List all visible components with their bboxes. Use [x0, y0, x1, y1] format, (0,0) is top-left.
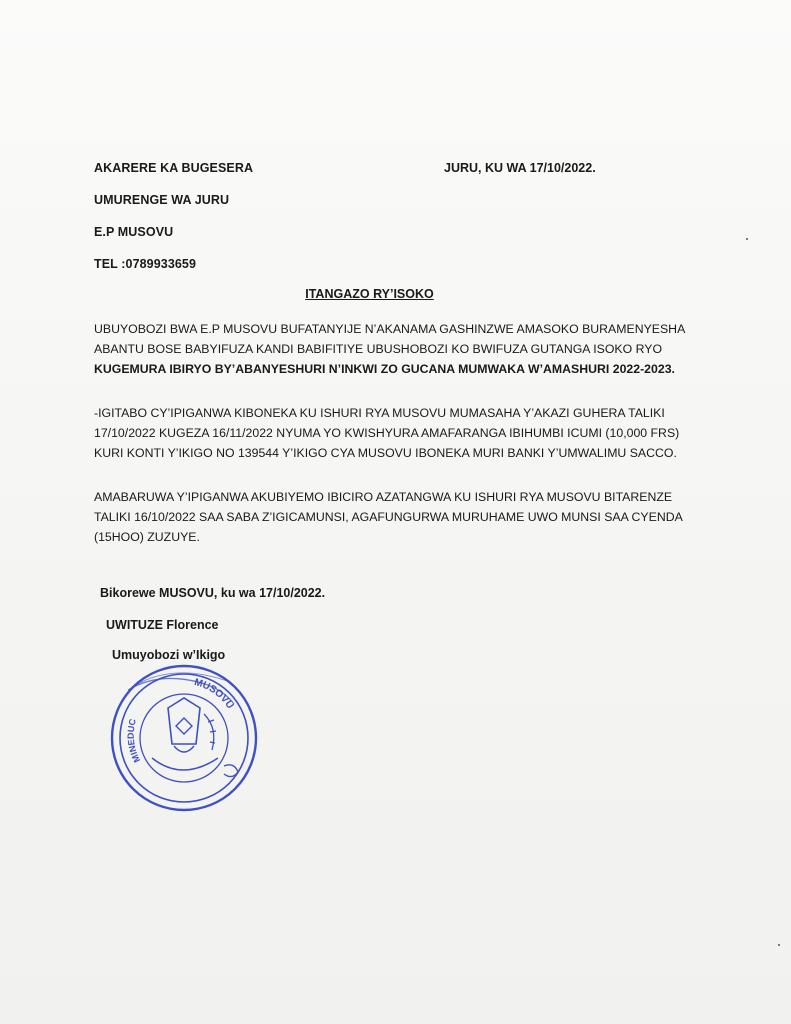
telephone-line: TEL :0789933659 [94, 257, 197, 271]
school-line: E.P MUSOVU [94, 225, 174, 239]
paragraph-1-bold: KUGEMURA IBIRYO BY’ABANYESHURI N’INKWI ZO GUCANA MUMWAKA W’AMASHURI 2022-2023. [94, 362, 675, 376]
paper-speck [746, 238, 748, 240]
stamp-left-text: MINEDUC [125, 717, 143, 765]
header-date: JURU, KU WA 17/10/2022. [444, 161, 596, 175]
district-line: AKARERE KA BUGESERA [94, 161, 254, 175]
official-stamp-icon [104, 656, 262, 814]
signatory-role: Umuyobozi w’Ikigo [112, 648, 226, 662]
sector-line: UMURENGE WA JURU [94, 193, 230, 207]
signatory-name: UWITUZE Florence [106, 618, 219, 632]
paragraph-2: -IGITABO CY’IPIGANWA KIBONEKA KU ISHURI RYA MUSOVU MUMASAHA Y’AKAZI GUHERA TALIKI 17/10/2022 KUGEZA 16/11/2022 NYUMA YO KWISHYURA AMAFARANGA IBIHUMBI ICUMI (10,000 FRS) KURI KONTI Y’IKIGO NO 139544 Y’IKIGO CYA MUSOVU IBONEKA MURI BANKI Y’UMWALIMU SACCO. [94, 406, 680, 460]
stamp-top-text: MUSOVU [192, 677, 236, 712]
paragraph-1 [94, 319, 694, 379]
notice-title-text: ITANGAZO RY’ISOKO [305, 287, 434, 301]
signature-place-date: Bikorewe MUSOVU, ku wa 17/10/2022. [100, 586, 326, 600]
paragraph-1-text: UBUYOBOZI BWA E.P MUSOVU BUFATANYIJE N’AKANAMA GASHINZWE AMASOKO BURAMENYESHA ABANTU BOSE BABYIFUZA KANDI BABIFITIYE UBUSHOBOZI KO BWIFUZA GUTANGA ISOKO RYO [94, 322, 685, 356]
notice-title [0, 287, 791, 301]
paper-speck [778, 944, 780, 946]
paragraph-3: AMABARUWA Y’IPIGANWA AKUBIYEMO IBICIRO AZATANGWA KU ISHURI RYA MUSOVU BITARENZE TALIKI 16/10/2022 SAA SABA Z’IGICAMUNSI, AGAFUNGURWA MURUHAME UWO MUNSI SAA CYENDA (15HOO) ZUZUYE. [94, 490, 683, 544]
